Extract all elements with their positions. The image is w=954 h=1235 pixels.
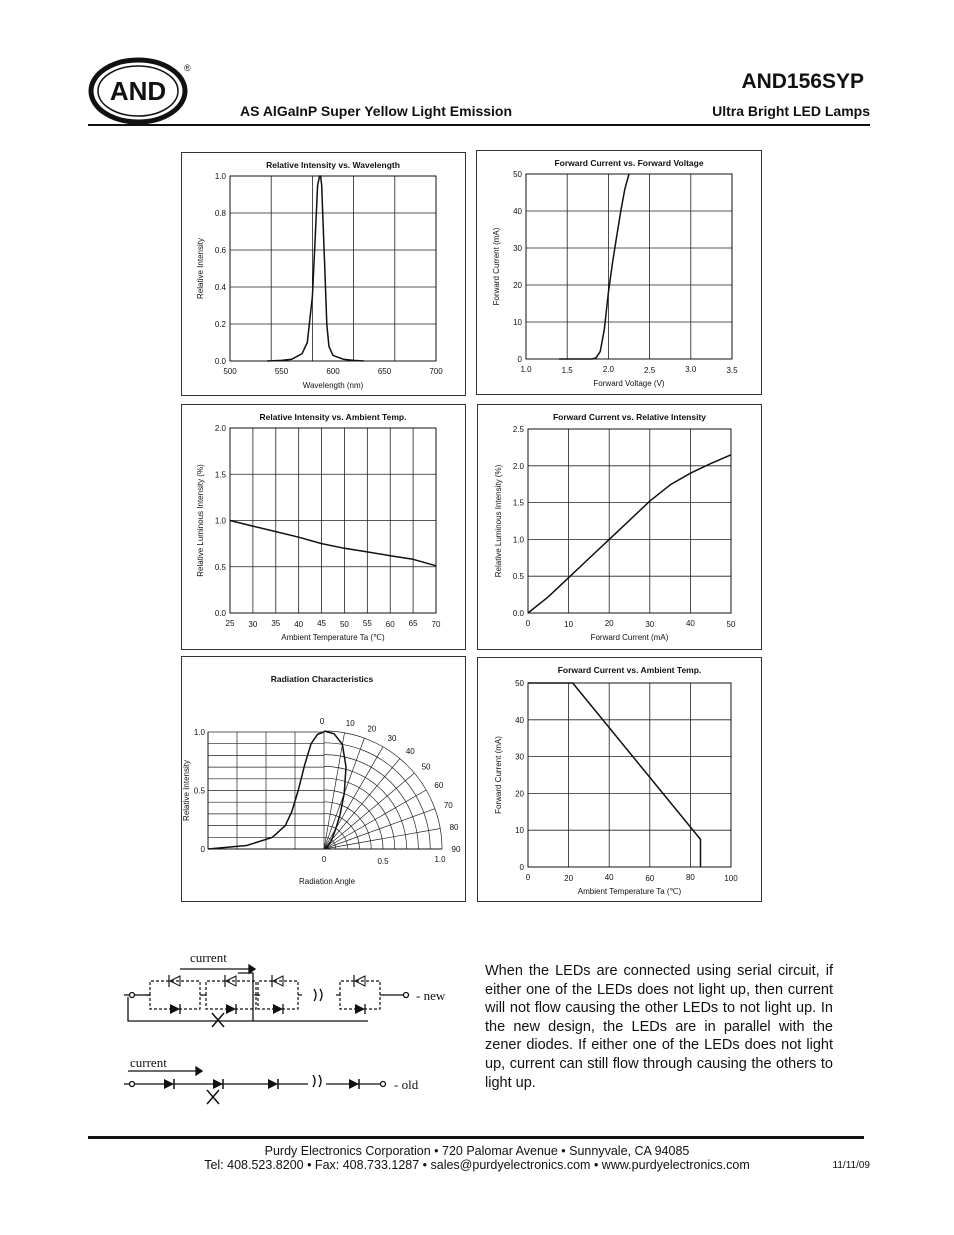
company-contact: Tel: 408.523.8200 • Fax: 408.733.1287 • sales@purdyelectronics.com • www.purdyelectronics.com: [204, 1158, 750, 1172]
x-tick-label: 1.0: [520, 365, 532, 374]
y-axis-label: Relative Intensity: [182, 760, 191, 821]
y-tick-label: 0.5: [214, 562, 226, 572]
y-tick-label: 30: [515, 752, 524, 762]
circuit-diagram: [118, 945, 448, 1110]
x-tick-label: 100: [724, 874, 738, 883]
x-tick-label: 650: [377, 367, 392, 376]
y-axis-label: Relative Luminous Intensity (%): [494, 464, 503, 578]
chart-forward-current-voltage: [476, 150, 762, 395]
chart-relative-intensity-ambient: [181, 404, 466, 650]
chart-title: Relative Intensity vs. Wavelength: [266, 160, 400, 170]
terminal-left-new: [130, 993, 135, 998]
explanation-text: When the LEDs are connected using serial circuit, if either one of the LEDs does not light up, then current will not flow causing the other LEDs to not light up. In the new design, the LEDs are in parallel with the zener diodes. If either one of the LEDs does not light up, current can still flow through causing the others to light up.: [485, 963, 833, 1091]
radius-label: 1.0: [434, 855, 446, 864]
x-tick-label: 550: [274, 367, 289, 376]
y-tick-label: 2.0: [512, 461, 524, 471]
x-tick-label: 3.0: [685, 365, 697, 374]
cell-frame: [340, 981, 380, 1009]
y-tick-label: 1.0: [193, 728, 205, 737]
y-tick-label: 0: [200, 845, 205, 854]
registered-mark: ®: [184, 63, 191, 73]
chart-forward-current-relative-intensity: [477, 404, 762, 650]
y-axis-label: Forward Current (mA): [494, 736, 503, 814]
chart-title: Forward Current vs. Relative Intensity: [552, 412, 707, 422]
led-diode: [170, 1004, 180, 1014]
chart-radiation-characteristics: [181, 656, 466, 902]
y-tick-label: 10: [513, 318, 522, 327]
x-tick-label: 10: [564, 620, 574, 629]
chart-svg: [182, 153, 465, 395]
header-divider: [88, 124, 870, 126]
x-axis-label: Forward Current (mA): [590, 633, 669, 642]
x-tick-label: 35: [271, 619, 281, 628]
x-axis-label: Ambient Temperature Ta (℃): [577, 887, 682, 896]
y-tick-label: 1.0: [214, 516, 226, 526]
cell-frame: [258, 981, 298, 1009]
y-tick-label: 0.8: [214, 209, 226, 218]
angle-label: 40: [405, 746, 415, 756]
y-tick-label: 0.0: [512, 609, 524, 618]
y-tick-label: 1.0: [512, 535, 524, 545]
y-tick-label: 0: [517, 355, 522, 364]
y-tick-label: 0.5: [512, 572, 524, 582]
y-tick-label: 1.5: [512, 498, 524, 508]
y-tick-label: 0.4: [214, 283, 226, 292]
chart-title: Relative Intensity vs. Ambient Temp.: [259, 412, 407, 422]
x-tick-label: 40: [685, 619, 695, 628]
x-tick-label: 45: [317, 619, 327, 628]
x-axis-label: Ambient Temperature Ta (℃): [281, 633, 385, 642]
terminal-right-new: [404, 993, 409, 998]
y-tick-label: 20: [513, 281, 522, 290]
product-description: AS AlGaInP Super Yellow Light Emission: [240, 103, 513, 119]
current-label-new: current: [190, 950, 227, 965]
x-tick-label: 60: [385, 620, 395, 629]
x-tick-label: 500: [223, 367, 237, 376]
plot-frame: [230, 176, 436, 361]
cell-frame: [206, 981, 256, 1009]
x-tick-label: 50: [726, 620, 736, 629]
y-tick-label: 1.5: [214, 470, 226, 480]
led-diode: [226, 1004, 236, 1014]
chart-svg: [478, 658, 761, 901]
cell-frame: [150, 981, 200, 1009]
angle-label: 70: [443, 801, 453, 811]
x-tick-label: 30: [645, 620, 655, 629]
y-tick-label: 2.0: [214, 424, 226, 433]
x-tick-label: 40: [294, 620, 304, 629]
angle-label: 20: [367, 724, 377, 734]
x-tick-label: 2.5: [644, 366, 656, 375]
x-tick-label: 0: [525, 619, 531, 628]
angle-label: 80: [449, 822, 459, 832]
failed-led-mark-old: [207, 1090, 219, 1104]
x-tick-label: 25: [225, 619, 235, 628]
chart-svg: [478, 405, 761, 649]
x-tick-label: 55: [362, 619, 372, 628]
angle-label: 10: [345, 718, 355, 728]
old-label: - old: [394, 1077, 419, 1092]
y-tick-label: 1.0: [214, 172, 226, 181]
series-line: [230, 521, 436, 566]
x-axis-label: Radiation Angle: [298, 877, 356, 886]
led-zener-cell: [254, 975, 302, 1014]
x-tick-label: 3.5: [726, 366, 738, 375]
angle-label: 60: [434, 781, 444, 790]
series-line: [559, 174, 629, 359]
chart-svg: [182, 657, 465, 901]
product-category: Ultra Bright LED Lamps: [712, 103, 870, 119]
chart-forward-current-ambient: [477, 657, 762, 902]
failed-led-mark-new: [212, 1013, 224, 1027]
x-axis-label: Forward Voltage (V): [593, 379, 665, 388]
angle-label: 50: [421, 762, 431, 772]
x-tick-label: 20: [604, 619, 614, 628]
y-tick-label: 30: [513, 244, 522, 253]
y-tick-label: 0: [519, 863, 524, 872]
led-zener-cell: [336, 975, 384, 1014]
chart-title: Radiation Characteristics: [270, 674, 374, 684]
x-tick-label: 80: [685, 873, 695, 882]
y-axis-label: Relative Intensity: [196, 238, 205, 299]
plot-frame: [526, 174, 732, 359]
led-diode: [273, 1004, 283, 1014]
terminal-left-old: [130, 1082, 135, 1087]
y-tick-label: 0.6: [214, 246, 226, 255]
y-tick-label: 0.2: [214, 320, 226, 329]
x-axis-label: Wavelength (nm): [302, 381, 364, 390]
y-tick-label: 0.0: [214, 357, 226, 366]
y-tick-label: 10: [515, 826, 524, 836]
x-tick-label: 1.5: [561, 366, 573, 375]
radius-label: 0: [321, 855, 327, 864]
x-tick-label: 70: [431, 620, 441, 629]
chart-title: Forward Current vs. Ambient Temp.: [557, 665, 702, 675]
angle-label: 90: [451, 845, 461, 854]
x-tick-label: 65: [408, 619, 418, 628]
angle-label: 0: [319, 717, 325, 726]
chart-svg: [182, 405, 465, 649]
x-tick-label: 2.0: [602, 365, 614, 374]
led-zener-cell: [202, 975, 260, 1014]
terminal-right-old: [381, 1082, 386, 1087]
angle-label: 30: [387, 734, 397, 744]
chart-relative-intensity-wavelength: [181, 152, 466, 396]
led-diode: [355, 1004, 365, 1014]
x-tick-label: 40: [604, 873, 614, 882]
document-date: 11/11/09: [832, 1160, 870, 1171]
y-tick-label: 0.5: [193, 786, 205, 796]
logo-text: AND: [109, 76, 167, 106]
x-tick-label: 50: [339, 620, 349, 629]
y-tick-label: 0.0: [214, 609, 226, 618]
x-tick-label: 700: [429, 367, 443, 376]
y-tick-label: 20: [515, 789, 524, 799]
led-zener-cells: [146, 975, 384, 1014]
current-label-old: current: [130, 1055, 167, 1070]
footer-divider: [88, 1136, 864, 1139]
and-logo: [88, 56, 192, 126]
new-label: - new: [416, 988, 446, 1003]
y-axis-label: Forward Current (mA): [492, 227, 501, 306]
x-tick-label: 0: [525, 873, 531, 882]
x-tick-label: 600: [326, 367, 340, 376]
part-number: AND156SYP: [741, 70, 864, 93]
y-tick-label: 50: [515, 679, 524, 688]
x-tick-label: 30: [248, 620, 258, 629]
chart-svg: [477, 151, 761, 394]
y-tick-label: 50: [513, 170, 522, 179]
series-line: [528, 455, 731, 613]
x-tick-label: 60: [645, 874, 655, 883]
radius-label: 0.5: [377, 857, 389, 866]
y-tick-label: 2.5: [512, 425, 524, 434]
series-line: [267, 176, 364, 361]
y-tick-label: 40: [515, 715, 524, 725]
y-axis-label: Relative Luminous Intensity (%): [196, 464, 205, 577]
led-zener-cell: [146, 975, 204, 1014]
y-tick-label: 40: [513, 207, 522, 216]
chart-title: Forward Current vs. Forward Voltage: [554, 158, 704, 168]
x-tick-label: 20: [564, 874, 574, 883]
company-address: Purdy Electronics Corporation • 720 Palomar Avenue • Sunnyvale, CA 94085: [264, 1144, 690, 1158]
series-line: [528, 683, 701, 867]
